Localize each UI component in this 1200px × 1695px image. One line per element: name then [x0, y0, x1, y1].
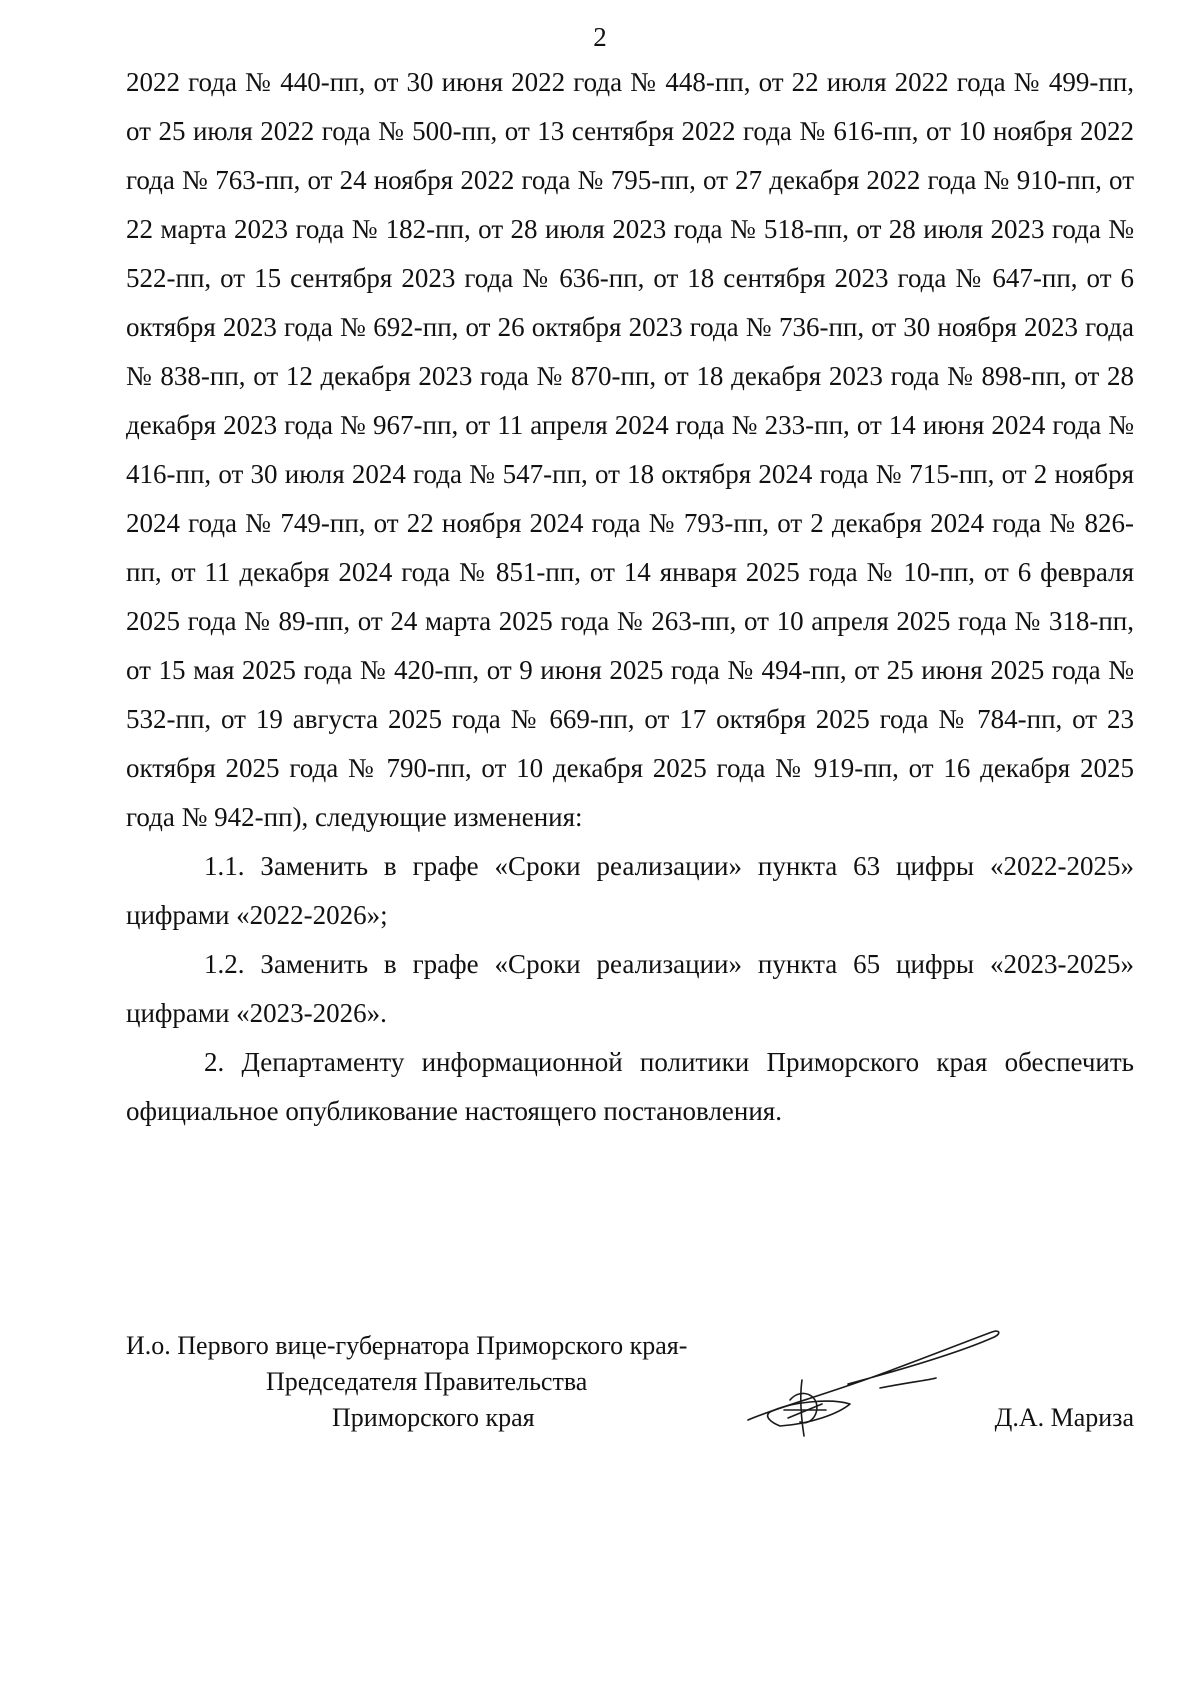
handwritten-signature	[730, 1318, 1020, 1448]
signatory-title	[126, 1328, 766, 1436]
paragraph-item-2: 2. Департаменту информационной политики Приморского края обеспечить официальное опубликование настоящего постановления.	[126, 1047, 1134, 1126]
signatory-title-line-2: Председателя Правительства	[266, 1367, 588, 1396]
paragraph-item-1-2: 1.2. Заменить в графе «Сроки реализации» пункта 65 цифры «2023-2025» цифрами «2023-2026».	[126, 949, 1134, 1028]
document-body	[126, 58, 1134, 1136]
signatory-name: Д.А. Мариза	[994, 1403, 1134, 1432]
signatory-title-line-1: И.о. Первого вице-губернатора Приморского края-	[126, 1331, 688, 1360]
page-number: 2	[593, 22, 607, 52]
paragraph-amendments-list: 2022 года № 440-пп, от 30 июня 2022 года № 448-пп, от 22 июля 2022 года № 499-пп, от 25 июля 2022 года № 500-пп, от 13 сентября 2022 года № 616-пп, от 10 ноября 2022 года № 763-пп, от 24 ноября 2022 года № 795-пп, от 27 декабря 2022 года № 910-пп, от 22 марта 2023 года № 182-пп, от 28 июля 2023 года № 518-пп, от 28 июля 2023 года № 522-пп, от 15 сентября 2023 года № 636-пп, от 18 сентября 2023 года № 647-пп, от 6 октября 2023 года № 692-пп, от 26 октября 2023 года № 736-пп, от 30 ноября 2023 года № 838-пп, от 12 декабря 2023 года № 870-пп, от 18 декабря 2023 года № 898-пп, от 28 декабря 2023 года № 967-пп, от 11 апреля 2024 года № 233-пп, от 14 июня 2024 года № 416-пп, от 30 июля 2024 года № 547-пп, от 18 октября 2024 года № 715-пп, от 2 ноября 2024 года № 749-пп, от 22 ноября 2024 года № 793-пп, от 2 декабря 2024 года № 826-пп, от 11 декабря 2024 года № 851-пп, от 14 января 2025 года № 10-пп, от 6 февраля 2025 года № 89-пп, от 24 марта 2025 года № 263-пп, от 10 апреля 2025 года № 318-пп, от 15 мая 2025 года № 420-пп, от 9 июня 2025 года № 494-пп, от 25 июня 2025 года № 532-пп, от 19 августа 2025 года № 669-пп, от 17 октября 2025 года № 784-пп, от 23 октября 2025 года № 790-пп, от 10 декабря 2025 года № 919-пп, от 16 декабря 2025 года № 942-пп), следующие изменения:	[126, 67, 1134, 832]
paragraph-item-1-1: 1.1. Заменить в графе «Сроки реализации» пункта 63 цифры «2022-2025» цифрами «2022-2026»;	[126, 851, 1134, 930]
signatory-title-line-3: Приморского края	[332, 1403, 535, 1432]
